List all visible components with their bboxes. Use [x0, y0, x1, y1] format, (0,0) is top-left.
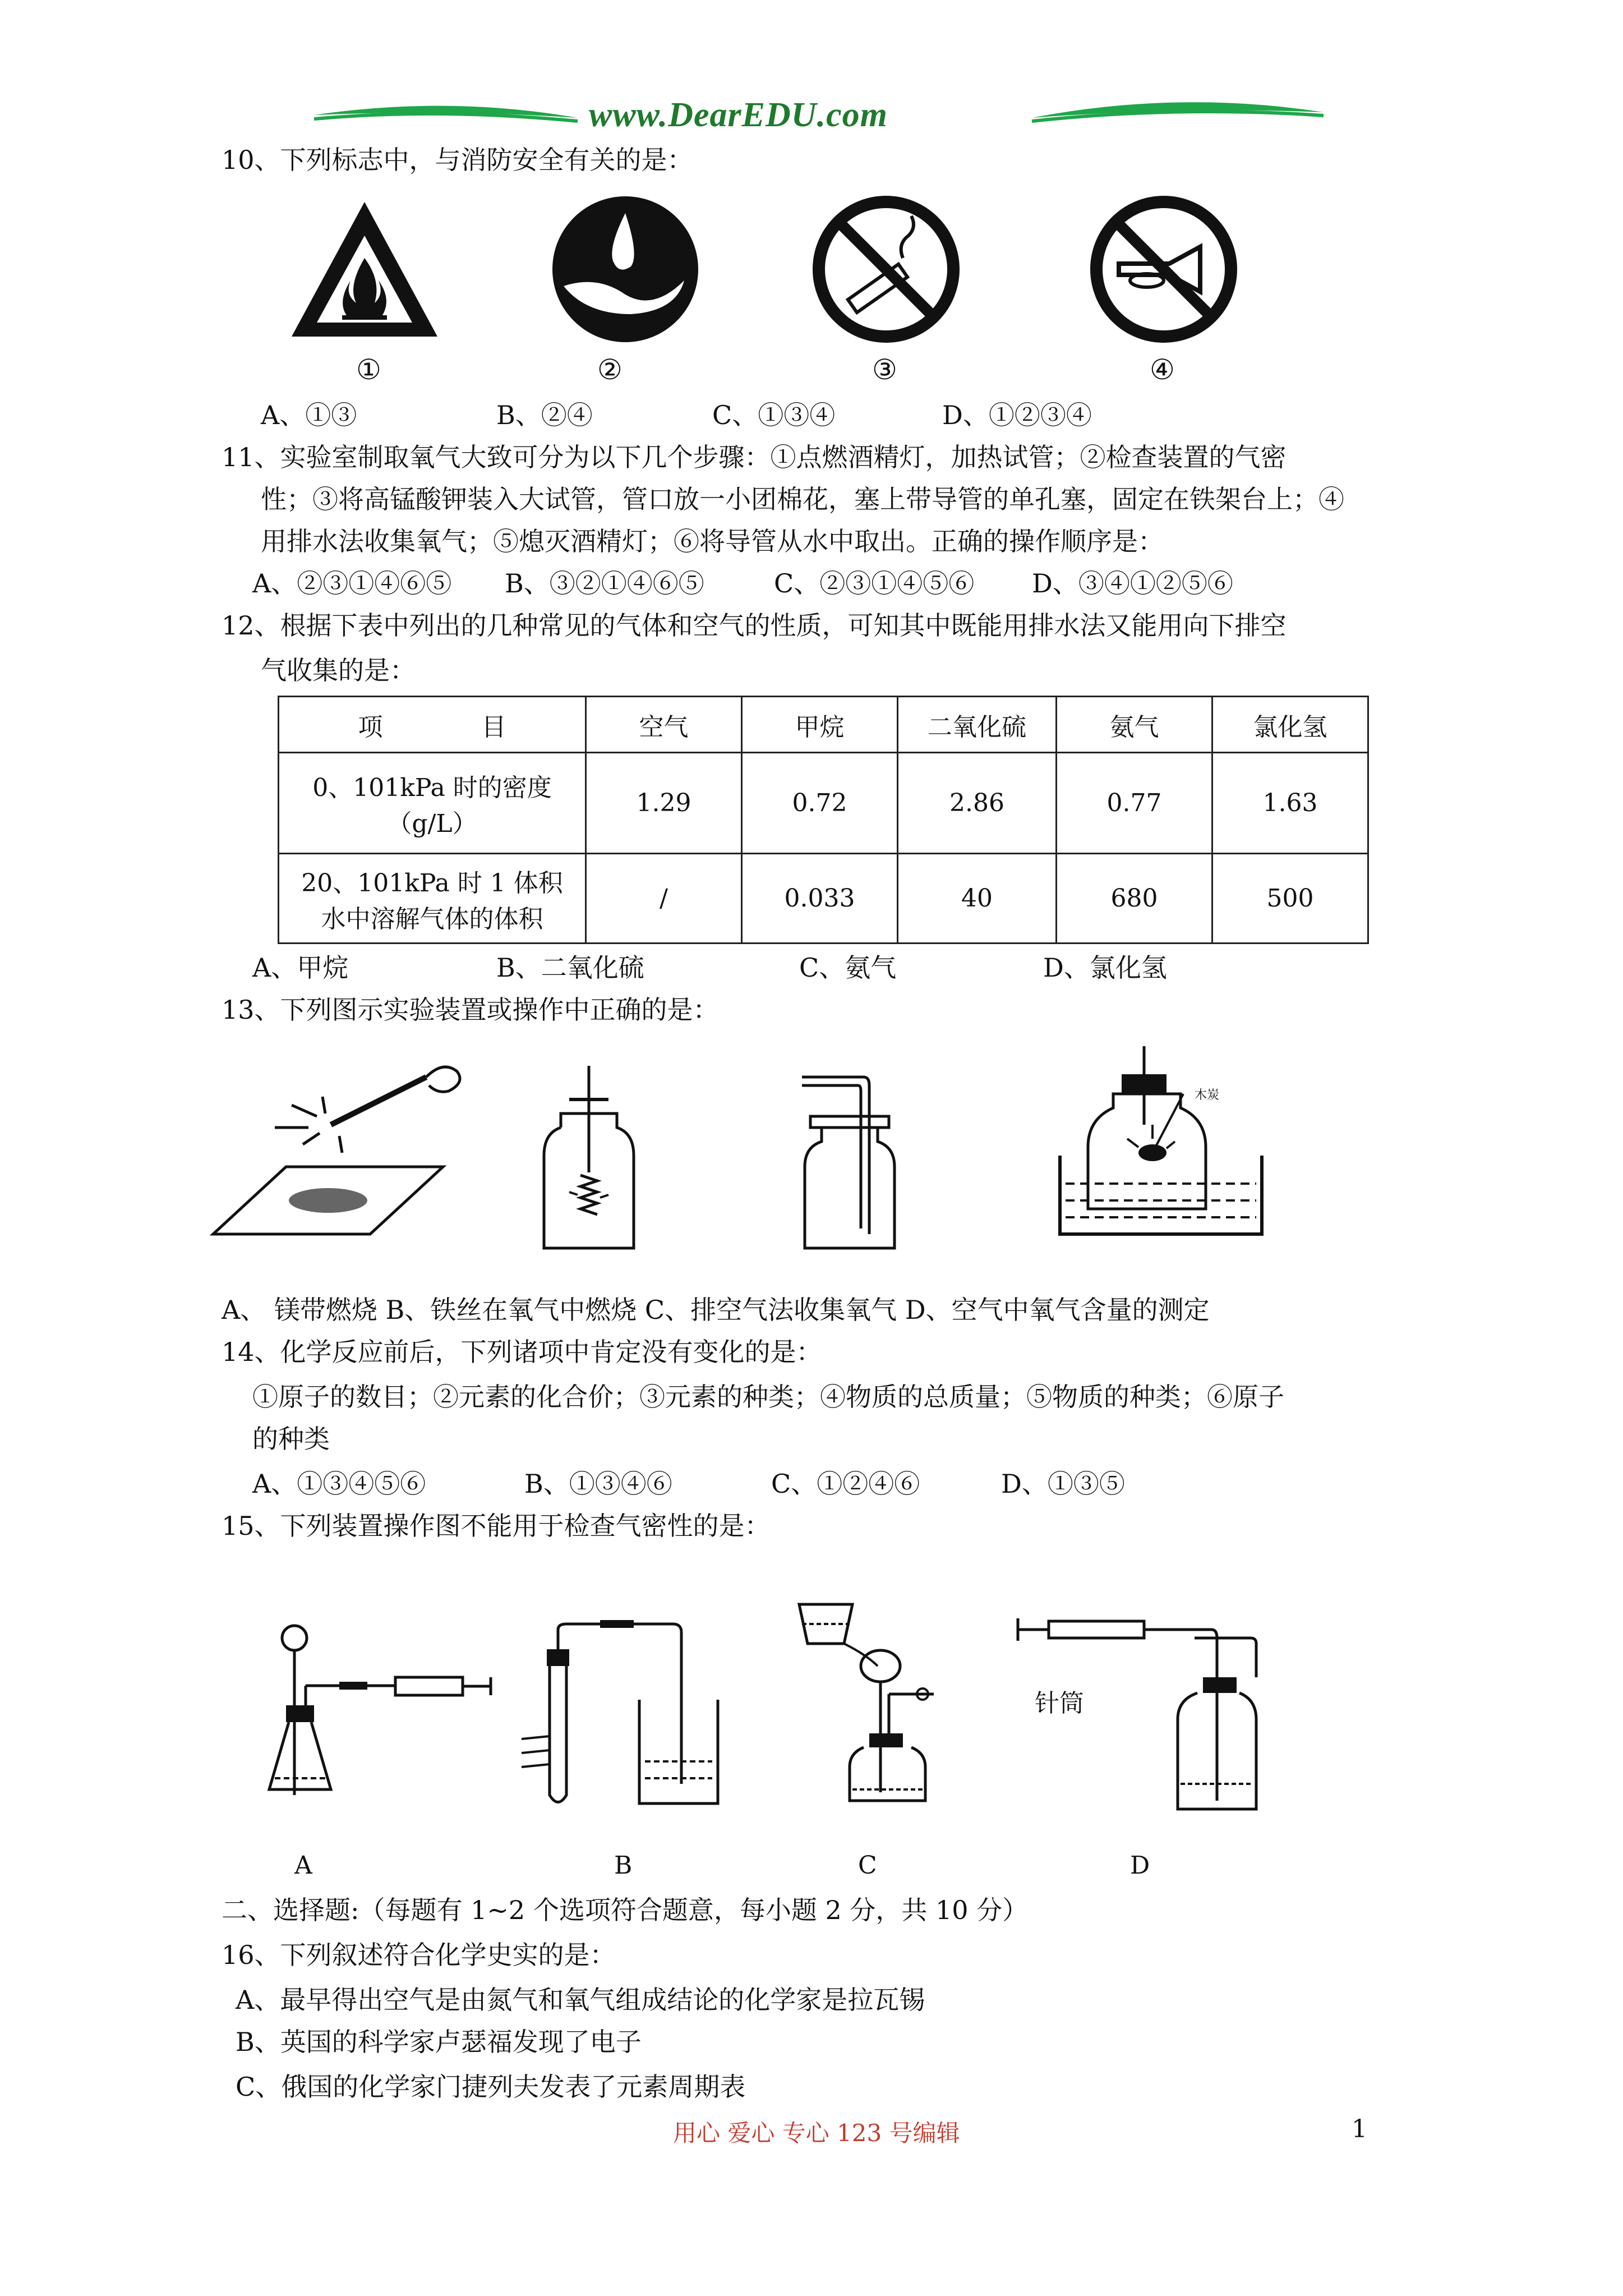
table-row — [279, 753, 1368, 854]
iron-wire-bottle-diagram-icon — [538, 1060, 639, 1262]
section-2-heading: 二、选择题:（每题有 1~2 个选项符合题意，每小题 2 分，共 10 分） — [222, 1895, 1029, 1925]
q16-option-b[interactable]: B、英国的科学家卢瑟福发现了电子 — [236, 2027, 642, 2057]
test-tube-beaker-apparatus-b-icon — [516, 1616, 729, 1818]
q13-stem: 13、下列图示实验装置或操作中正确的是： — [222, 995, 719, 1025]
funnel-bottle-apparatus-c-icon — [788, 1571, 990, 1806]
q11-option-b[interactable]: B、③②①④⑥⑤ — [505, 568, 704, 599]
q16-option-c[interactable]: C、俄国的化学家门捷列夫发表了元素周期表 — [236, 2072, 746, 2102]
syringe-label: 针筒 — [1035, 1689, 1084, 1718]
page-number: 1 — [1352, 2115, 1367, 2143]
q12-line-2: 气收集的是： — [261, 655, 416, 685]
density-label-1: 0、101kPa 时的密度 — [312, 773, 552, 802]
solubility-label-2: 水中溶解气体的体积 — [321, 904, 543, 933]
flammable-warning-icon — [280, 191, 449, 348]
table-header-hcl: 氯化氢 — [1212, 697, 1368, 753]
magnesium-burning-diagram-icon — [208, 1055, 499, 1245]
q14-line-2: ①原子的数目；②元素的化合价；③元素的种类；④物质的总质量；⑤物质的种类；⑥原子 — [252, 1382, 1284, 1412]
q12-option-d[interactable]: D、氯化氢 — [1043, 953, 1167, 983]
q11-option-c[interactable]: C、②③①④⑤⑥ — [774, 568, 975, 599]
q16-stem: 16、下列叙述符合化学史实的是： — [222, 1940, 616, 1970]
sign-label-1: ① — [356, 353, 381, 386]
no-smoking-sign-icon — [808, 191, 965, 348]
q14-stem: 14、化学反应前后，下列诸项中肯定没有变化的是： — [222, 1337, 822, 1367]
q10-option-b[interactable]: B、②④ — [496, 400, 593, 430]
charcoal-label: 木炭 — [1195, 1088, 1220, 1102]
table-cell: 0.77 — [1057, 753, 1212, 854]
table-cell: / — [586, 854, 742, 944]
water-drop-sign-icon — [547, 191, 704, 348]
q10-option-a[interactable]: A、①③ — [261, 400, 357, 430]
table-header-item: 项 目 — [279, 697, 586, 753]
density-label-2: （g/L） — [387, 809, 477, 838]
apparatus-label-c: C — [858, 1851, 877, 1880]
table-header-row — [279, 697, 1368, 753]
table-header-air: 空气 — [586, 697, 742, 753]
q13-caption: A、 镁带燃烧 B、铁丝在氧气中燃烧 C、排空气法收集氧气 D、空气中氧气含量的测定 — [222, 1295, 1210, 1325]
table-header-ammonia: 氨气 — [1057, 697, 1212, 753]
sign-label-4: ④ — [1150, 353, 1175, 386]
sign-label-3: ③ — [872, 353, 897, 386]
q11-line-3: 用排水法收集氧气；⑤熄灭酒精灯；⑥将导管从水中取出。正确的操作顺序是： — [261, 526, 1164, 556]
apparatus-label-b: B — [614, 1851, 633, 1880]
table-cell: 1.63 — [1212, 753, 1368, 854]
footer-text: 用心 爱心 专心 123 号编辑 — [673, 2119, 960, 2147]
q14-option-a[interactable]: A、①③④⑤⑥ — [252, 1469, 426, 1499]
table-row-label — [279, 854, 586, 944]
q14-option-d[interactable]: D、①③⑤ — [1001, 1469, 1125, 1499]
q12-option-c[interactable]: C、氨气 — [799, 953, 897, 983]
q11-line-2: 性；③将高锰酸钾装入大试管，管口放一小团棉花，塞上带导管的单孔塞，固定在铁架台上；④ — [261, 484, 1344, 514]
table-row — [279, 854, 1368, 944]
q16-option-a[interactable]: A、最早得出空气是由氮气和氧气组成结论的化学家是拉瓦锡 — [236, 1985, 925, 2015]
table-header-so2: 二氧化硫 — [898, 697, 1057, 753]
q12-line-1: 12、根据下表中列出的几种常见的气体和空气的性质，可知其中既能用排水法又能用向下排空 — [222, 610, 1287, 641]
q11-option-a[interactable]: A、②③①④⑥⑤ — [252, 568, 452, 599]
table-cell: 1.29 — [586, 753, 742, 854]
apparatus-label-d: D — [1130, 1851, 1150, 1880]
table-row-label — [279, 753, 586, 854]
table-cell: 680 — [1057, 854, 1212, 944]
q14-option-c[interactable]: C、①②④⑥ — [771, 1469, 920, 1499]
site-title[interactable]: www.DearEDU.com — [589, 96, 888, 134]
q11-option-d[interactable]: D、③④①②⑤⑥ — [1032, 568, 1233, 599]
table-cell: 500 — [1212, 854, 1368, 944]
oxygen-content-diagram-icon — [1054, 1041, 1267, 1254]
no-horn-sign-icon — [1085, 191, 1242, 348]
table-cell: 2.86 — [898, 753, 1057, 854]
table-cell: 0.72 — [742, 753, 898, 854]
flask-syringe-apparatus-a-icon — [261, 1621, 508, 1806]
sign-label-2: ② — [597, 353, 623, 386]
apparatus-label-a: A — [294, 1851, 312, 1880]
q14-line-3: 的种类 — [252, 1424, 330, 1454]
q10-option-c[interactable]: C、①③④ — [712, 400, 836, 430]
solubility-label-1: 20、101kPa 时 1 体积 — [301, 868, 563, 898]
q12-option-b[interactable]: B、二氧化硫 — [496, 953, 644, 983]
gas-collection-bottle-diagram-icon — [796, 1060, 897, 1262]
table-cell: 0.033 — [742, 854, 898, 944]
table-header-methane: 甲烷 — [742, 697, 898, 753]
q11-line-1: 11、实验室制取氧气大致可分为以下几个步骤：①点燃酒精灯，加热试管；②检查装置的气密 — [222, 442, 1287, 472]
q14-option-b[interactable]: B、①③④⑥ — [524, 1469, 672, 1499]
q10-stem: 10、下列标志中，与消防安全有关的是： — [222, 145, 693, 175]
q15-stem: 15、下列装置操作图不能用于检查气密性的是： — [222, 1511, 771, 1541]
table-cell: 40 — [898, 854, 1057, 944]
gas-properties-table — [278, 696, 1369, 944]
q12-option-a[interactable]: A、甲烷 — [252, 953, 349, 983]
q10-option-d[interactable]: D、①②③④ — [942, 400, 1092, 430]
